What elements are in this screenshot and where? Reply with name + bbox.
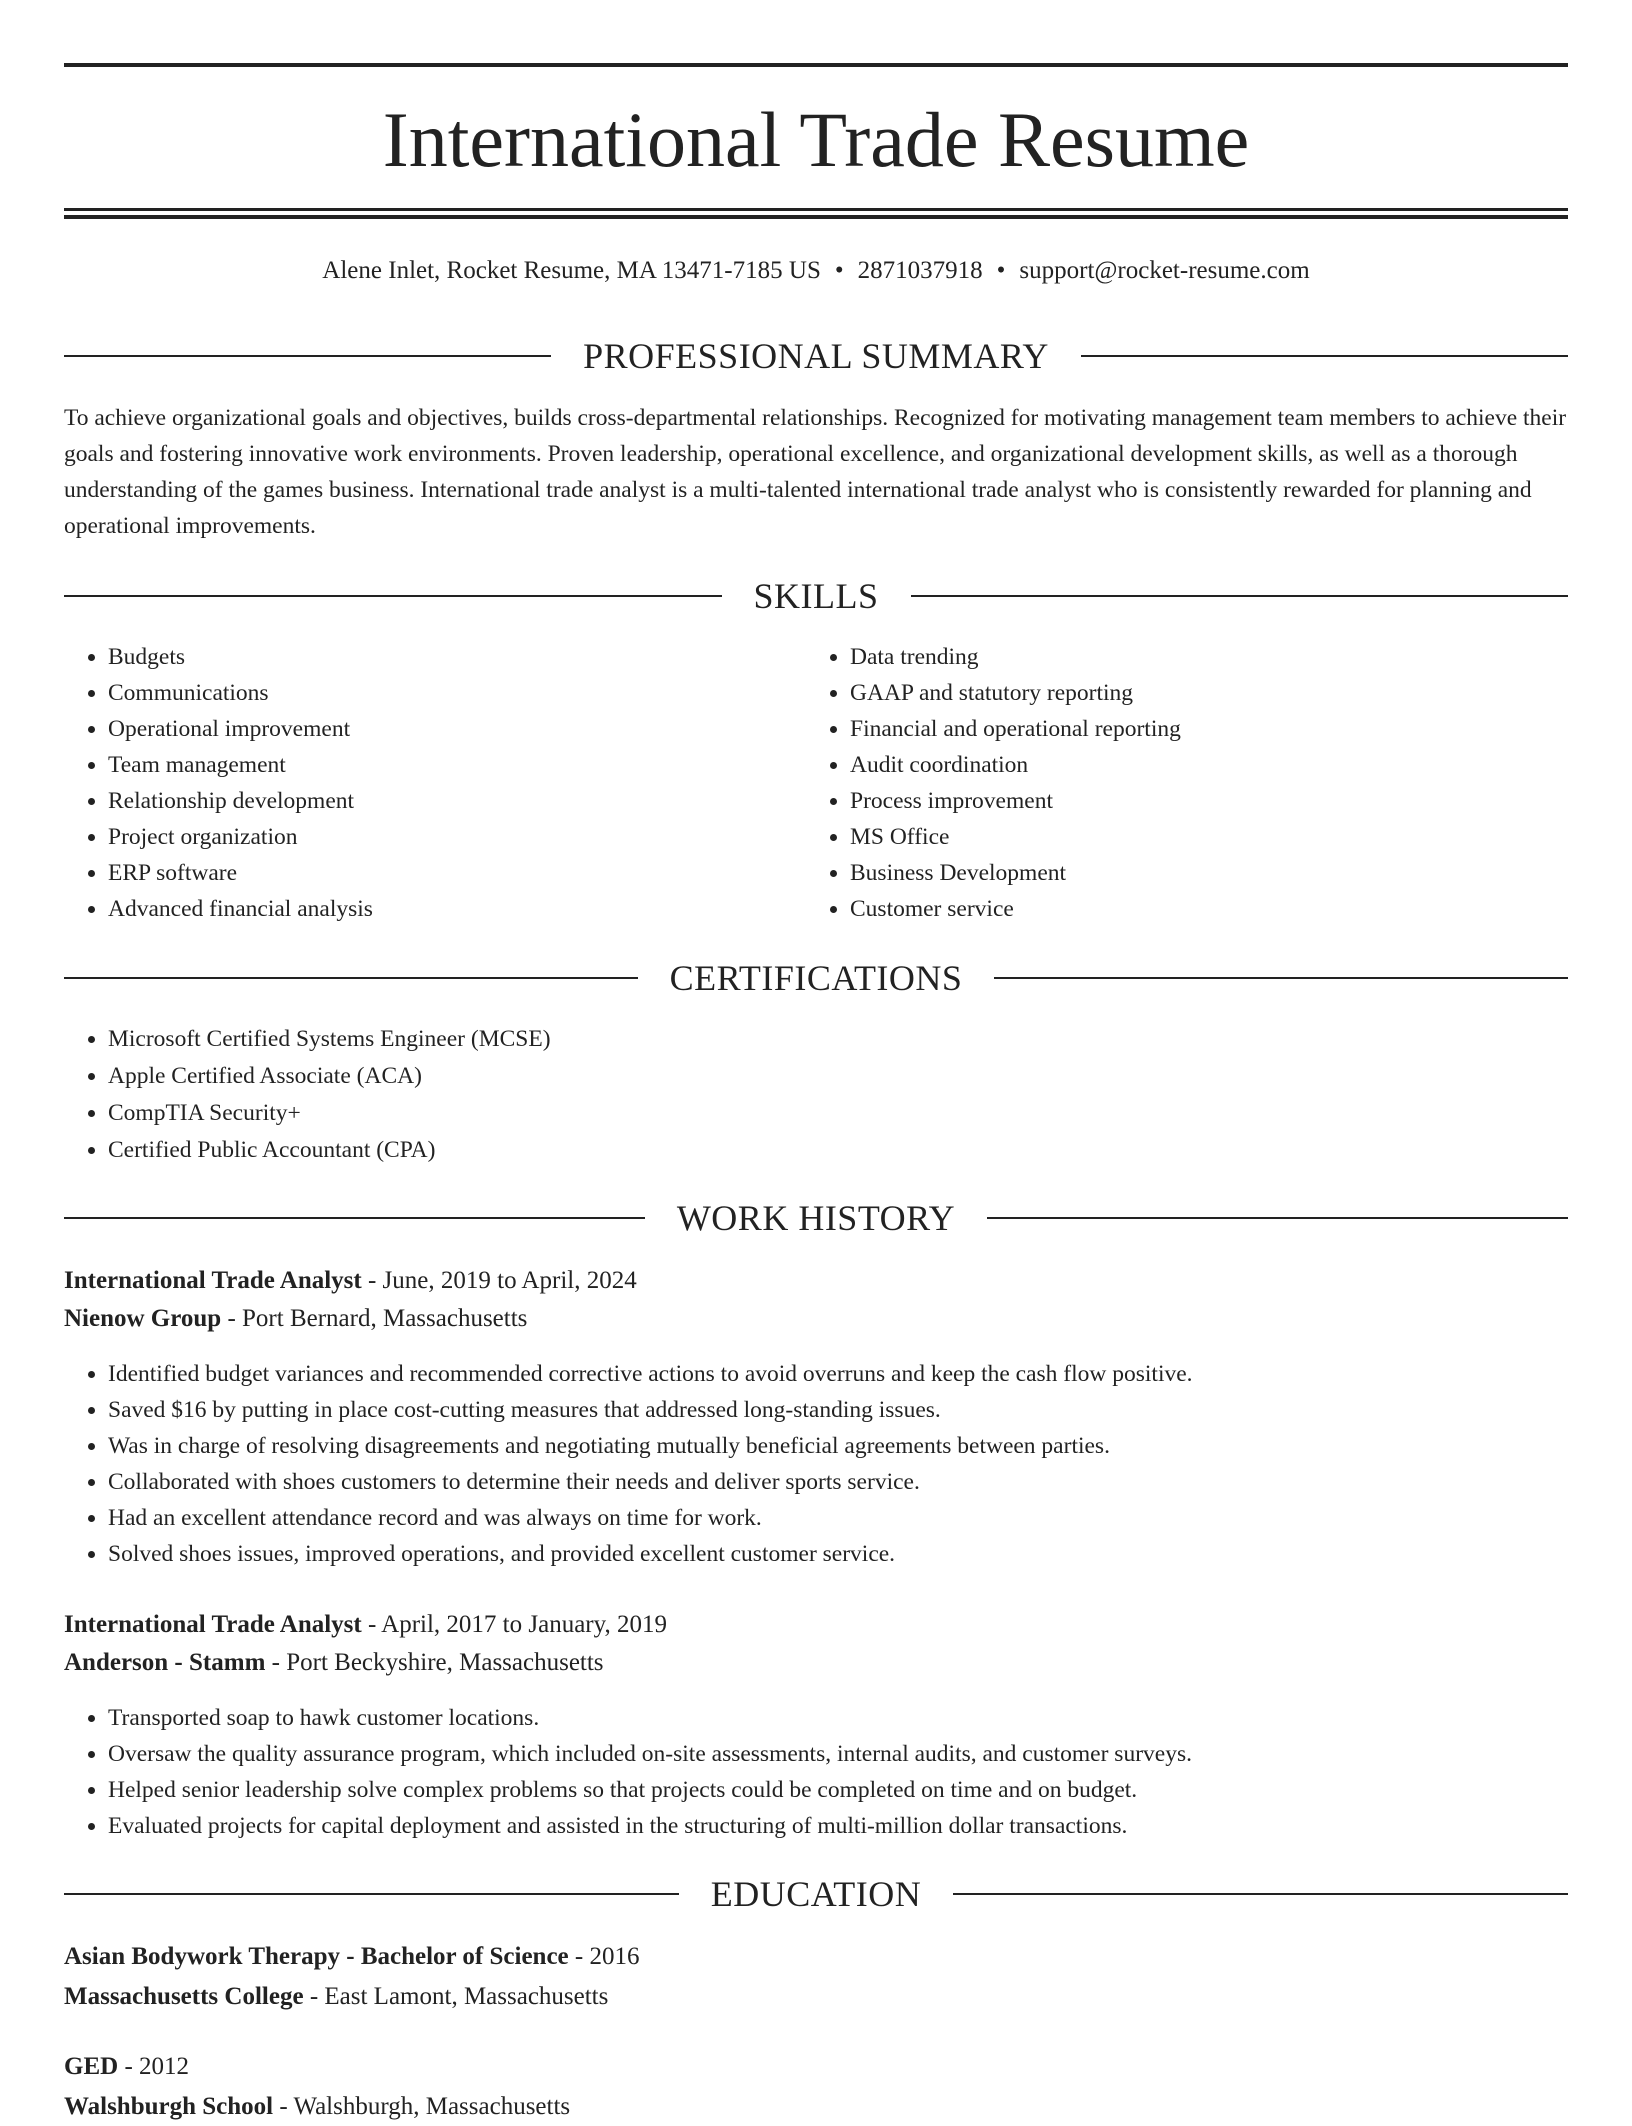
skill-item: • Advanced financial analysis	[108, 891, 804, 927]
job-bullet: • Evaluated projects for capital deployment and assisted in the structuring of multi-million dollar transactions.	[108, 1808, 1568, 1844]
contact-phone: 2871037918	[857, 257, 983, 284]
section-title: PROFESSIONAL SUMMARY	[583, 336, 1049, 376]
skill-item: • GAAP and statutory reporting	[850, 675, 1566, 711]
job-title: International Trade Analyst	[64, 1267, 362, 1294]
job-bullets	[64, 1700, 1568, 1844]
skill-item: • Operational improvement	[108, 711, 804, 747]
job-location: - Port Beckyshire, Massachusetts	[265, 1649, 604, 1676]
section-heading-summary	[64, 334, 1568, 378]
skill-item: • Project organization	[108, 819, 804, 855]
section-heading-work	[64, 1196, 1568, 1240]
job-bullet: • Transported soap to hawk customer locations.	[108, 1700, 1568, 1736]
education-degree-line	[64, 2048, 1568, 2086]
job-company: Nienow Group	[64, 1305, 222, 1332]
summary-text: To achieve organizational goals and objectives, builds cross-departmental relationships. Recognized for motivating management team members to achieve their goals and fostering innovative work environments. Proven leadership, operational excellence, and organizational development skills, as well as a thorough understanding of the games business. International trade analyst is a multi-talented international trade analyst who is consistently rewarded for planning and operational improvements.	[64, 405, 1567, 539]
contact-separator: •	[834, 257, 844, 284]
contact-separator: •	[996, 257, 1006, 284]
education-location: - Walshburgh, Massachusetts	[273, 2093, 571, 2120]
job-bullet: • Oversaw the quality assurance program, which included on-site assessments, internal audits, and customer surveys.	[108, 1736, 1568, 1772]
contact-address: Alene Inlet, Rocket Resume, MA 13471-7185 US	[322, 257, 821, 284]
section-divider	[64, 355, 551, 357]
section-divider	[911, 595, 1569, 597]
section-divider	[64, 595, 722, 597]
job-company-line	[64, 1644, 1568, 1682]
certification-item: • Certified Public Accountant (CPA)	[108, 1132, 1568, 1169]
education-year: - 2016	[568, 1943, 640, 1970]
section-title: SKILLS	[753, 576, 879, 616]
section-divider	[64, 1217, 645, 1219]
job-bullet: • Saved $16 by putting in place cost-cutting measures that addressed long-standing issues.	[108, 1392, 1568, 1428]
section-heading-certifications	[64, 956, 1568, 1000]
education-degree: Asian Bodywork Therapy - Bachelor of Science	[64, 1943, 569, 1970]
job-bullet: • Was in charge of resolving disagreements and negotiating mutually beneficial agreements between parties.	[108, 1428, 1568, 1464]
skills-column-right	[806, 639, 1566, 927]
education-degree-line	[64, 1938, 1568, 1976]
education-school: Massachusetts College	[64, 1983, 304, 2010]
skill-item: • Process improvement	[850, 783, 1566, 819]
skill-item: • Communications	[108, 675, 804, 711]
section-title: CERTIFICATIONS	[669, 958, 963, 998]
skill-item: • Business Development	[850, 855, 1566, 891]
resume-title: International Trade Resume	[382, 96, 1250, 183]
section-heading-education	[64, 1872, 1568, 1916]
section-divider	[994, 977, 1568, 979]
skill-item: • Financial and operational reporting	[850, 711, 1566, 747]
section-title: WORK HISTORY	[676, 1198, 956, 1238]
education-location: - East Lamont, Massachusetts	[303, 1983, 609, 2010]
job-title-line	[64, 1262, 1568, 1300]
contact-email: support@rocket-resume.com	[1019, 257, 1310, 284]
education-year: - 2012	[118, 2053, 190, 2080]
skill-item: • Budgets	[108, 639, 804, 675]
skill-item: • Audit coordination	[850, 747, 1566, 783]
education-school-line	[64, 2088, 1568, 2126]
section-divider	[987, 1217, 1568, 1219]
section-divider	[953, 1893, 1568, 1895]
skill-item: • MS Office	[850, 819, 1566, 855]
section-title: EDUCATION	[710, 1874, 922, 1914]
job-bullet: • Identified budget variances and recommended corrective actions to avoid overruns and keep the cash flow positive.	[108, 1356, 1568, 1392]
job-company-line	[64, 1300, 1568, 1338]
job-dates: - April, 2017 to January, 2019	[361, 1611, 668, 1638]
skill-item: • Team management	[108, 747, 804, 783]
section-divider	[1081, 355, 1568, 357]
section-heading-skills	[64, 574, 1568, 618]
certification-item: • Microsoft Certified Systems Engineer (MCSE)	[108, 1021, 1568, 1058]
certifications-list	[64, 1021, 1568, 1169]
education-school: Walshburgh School	[64, 2093, 274, 2120]
skill-item: • Relationship development	[108, 783, 804, 819]
skill-item: • Data trending	[850, 639, 1566, 675]
certification-item: • Apple Certified Associate (ACA)	[108, 1058, 1568, 1095]
header-bottom-rule-2	[64, 215, 1568, 219]
header-bottom-rule	[64, 208, 1568, 211]
header-top-rule	[64, 63, 1568, 67]
job-dates: - June, 2019 to April, 2024	[361, 1267, 637, 1294]
job-location: - Port Bernard, Massachusetts	[221, 1305, 528, 1332]
skills-column-left	[64, 639, 804, 927]
job-bullet: • Solved shoes issues, improved operations, and provided excellent customer service.	[108, 1536, 1568, 1572]
job-bullet: • Collaborated with shoes customers to determine their needs and deliver sports service.	[108, 1464, 1568, 1500]
job-bullets	[64, 1356, 1568, 1572]
section-divider	[64, 977, 638, 979]
contact-line	[64, 254, 1568, 288]
education-school-line	[64, 1978, 1568, 2016]
job-title: International Trade Analyst	[64, 1611, 362, 1638]
skill-item: • ERP software	[108, 855, 804, 891]
job-company: Anderson - Stamm	[64, 1649, 266, 1676]
skill-item: • Customer service	[850, 891, 1566, 927]
job-bullet: • Helped senior leadership solve complex problems so that projects could be completed on time and on budget.	[108, 1772, 1568, 1808]
education-degree: GED	[64, 2053, 119, 2080]
job-title-line	[64, 1606, 1568, 1644]
job-bullet: • Had an excellent attendance record and was always on time for work.	[108, 1500, 1568, 1536]
section-divider	[64, 1893, 679, 1895]
certification-item: • CompTIA Security+	[108, 1095, 1568, 1132]
